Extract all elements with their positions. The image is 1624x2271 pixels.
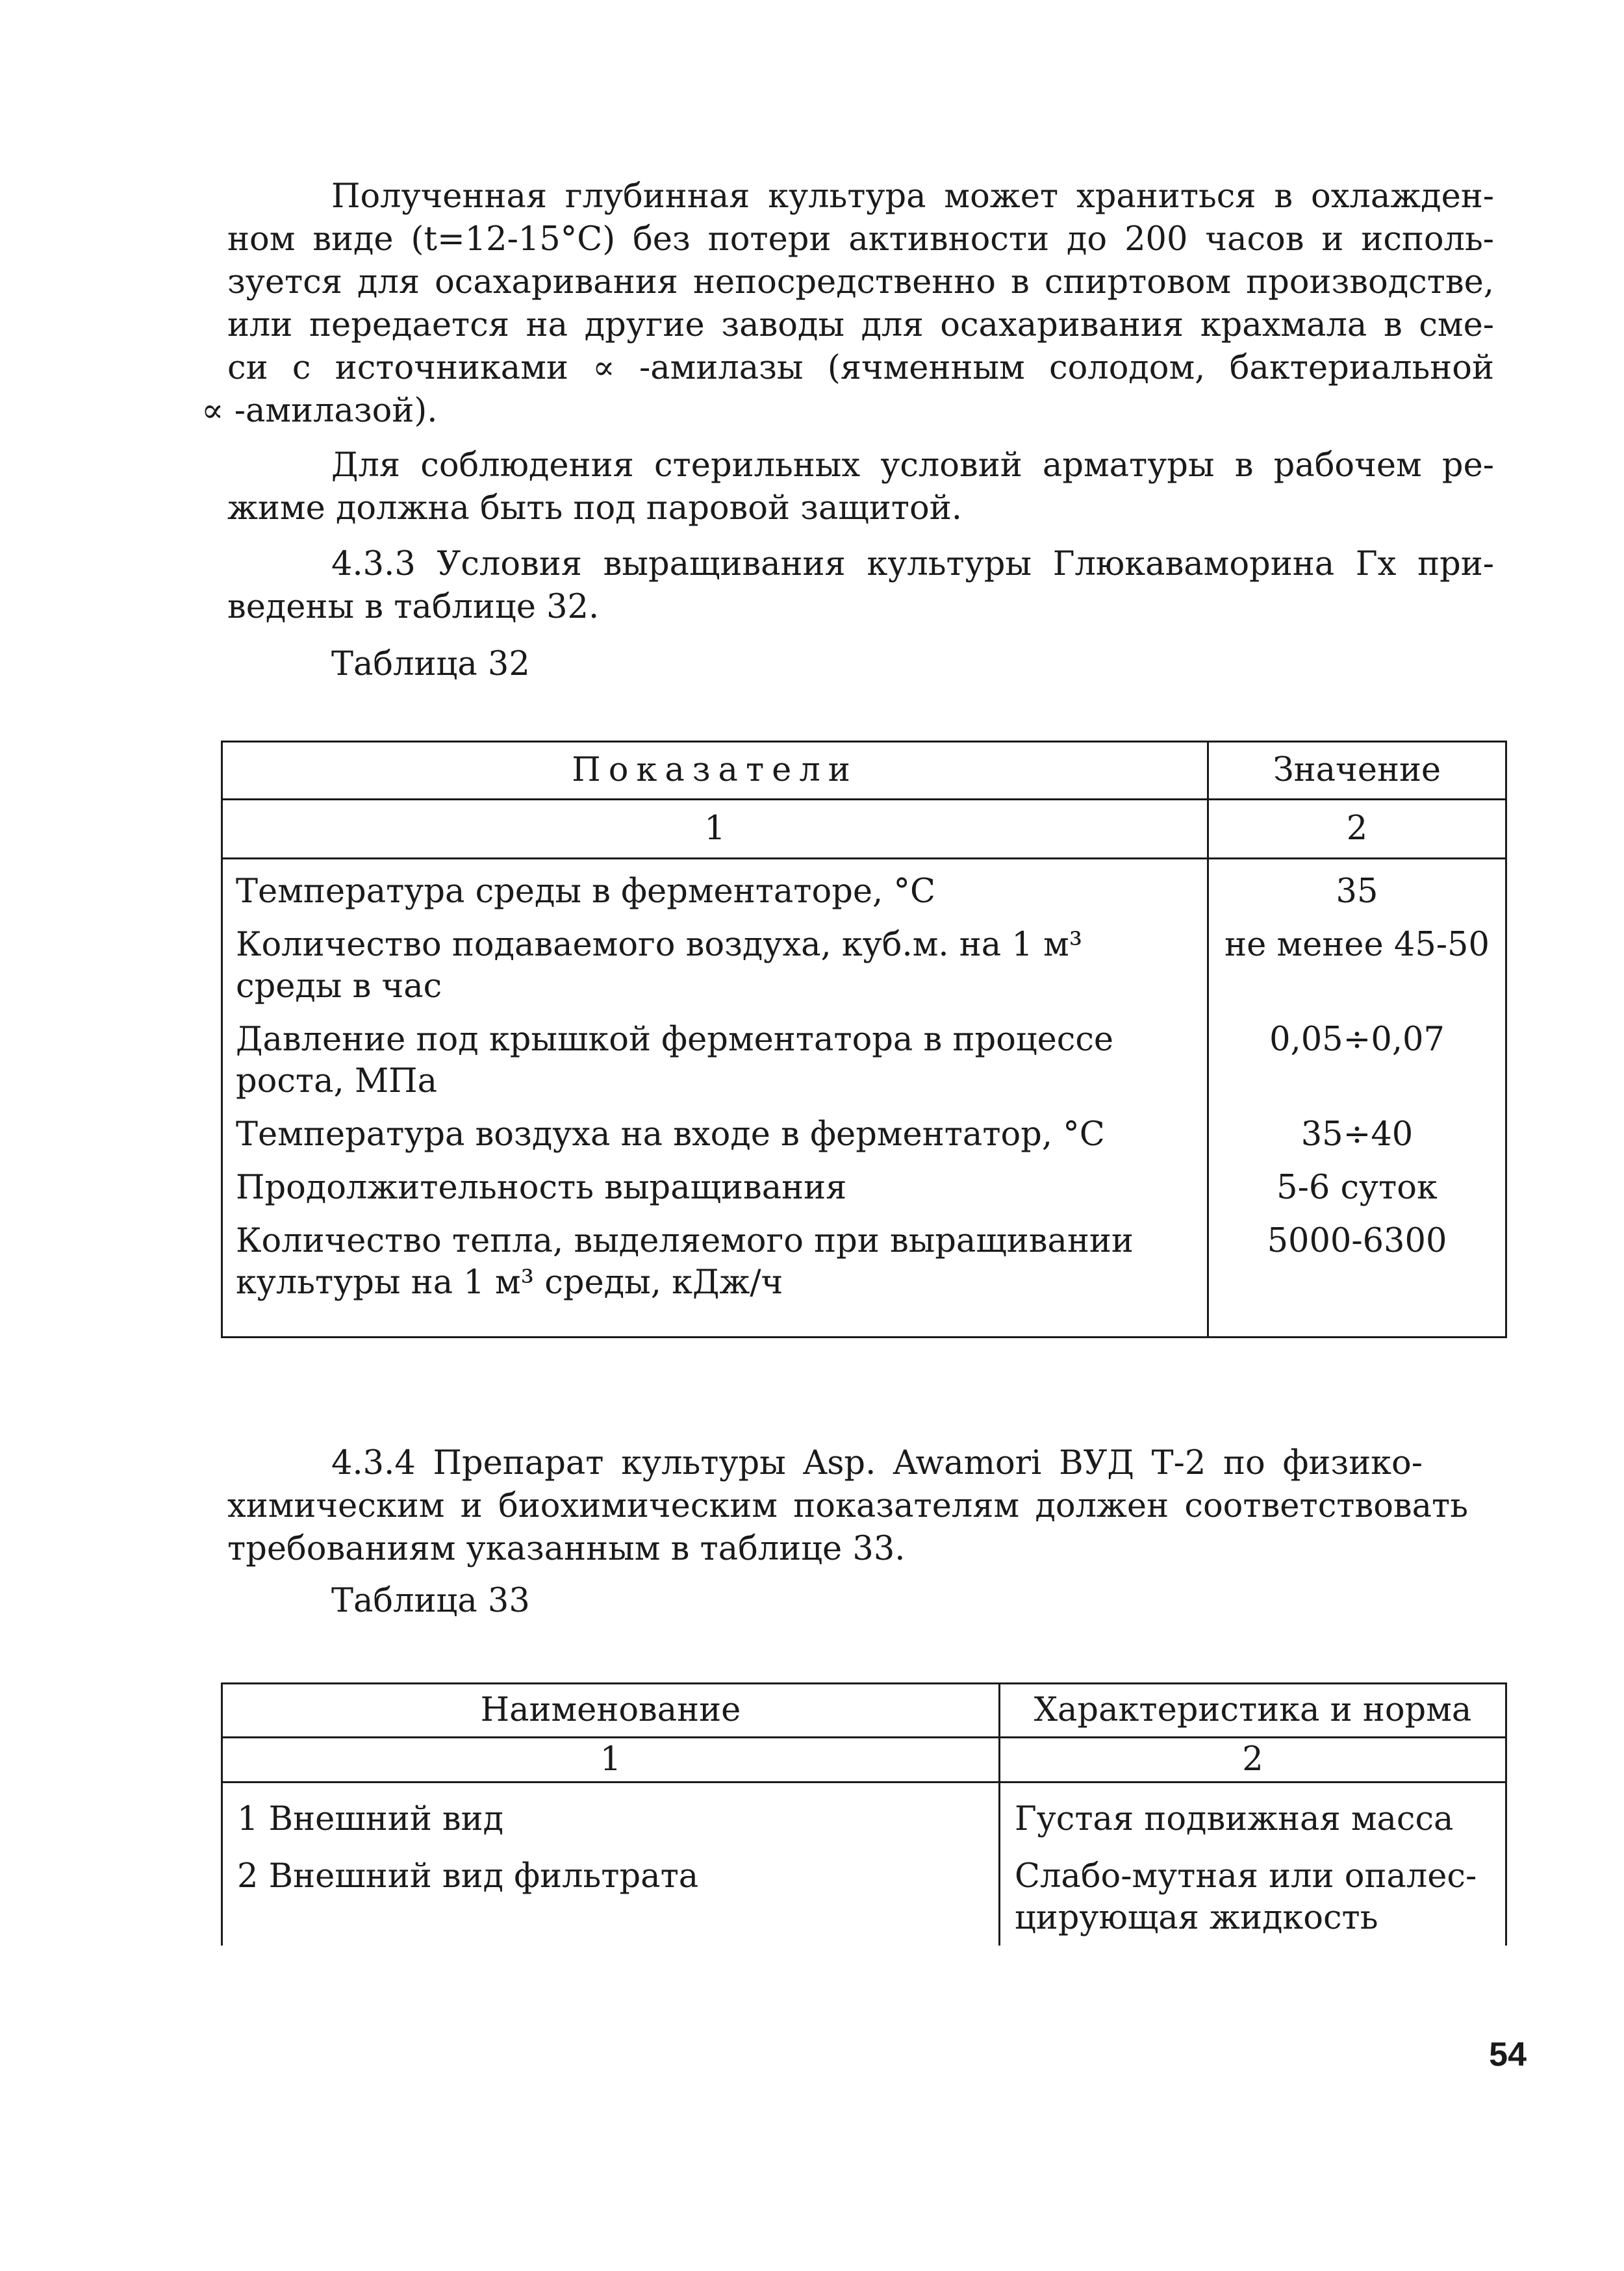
text-line: зуется для осахаривания непосредственно в спиртовом производстве, [227,263,1494,301]
table32-indicator: Продолжительность выращивания [222,1156,1208,1209]
table-row [222,1008,1506,1102]
table33-norm: Слабо-мутная или опалес-цирующая жидкость [1015,1857,1477,1937]
table32-colnum-2: 2 [1208,800,1506,859]
text-line: ∝ -амилазой). [201,392,438,430]
text-line: 4.3.4 Препарат культуры Asp. Awamori ВУД Т-2 по физико- [331,1444,1423,1482]
table-row [222,1783,1506,1841]
text-line: 4.3.3 Условия выращивания культуры Глюкаваморина Гх при- [331,545,1494,583]
page-number: 54 [1489,2036,1527,2074]
table-32 [221,741,1507,1338]
table-row [222,1209,1506,1338]
table32-value: не менее 45-50 [1224,926,1490,964]
table32-value: 35÷40 [1300,1115,1414,1154]
table32-indicator: Температура среды в ферментаторе, °С [222,859,1208,913]
text-line: требованиям указанным в таблице 33. [227,1530,906,1568]
table33-colnum-1: 1 [222,1738,1000,1783]
paragraph-sterile [227,444,1494,530]
paragraph-434 [227,1442,1494,1571]
text-line: ном виде (t=12-15°С) без потери активности до 200 часов и исполь- [227,220,1494,259]
paragraph-433 [227,543,1494,629]
table32-indicator: Температура воздуха на входе в ферментатор, °С [222,1102,1208,1156]
table33-norm: Густая подвижная масса [1015,1800,1454,1838]
table32-value: 5000-6300 [1267,1222,1447,1260]
table-row [222,1102,1506,1156]
table33-name: 2 Внешний вид фильтрата [222,1840,1000,1946]
table32-value: 35 [1336,872,1378,911]
table32-caption: Таблица 32 [331,645,530,683]
table-row [222,913,1506,1008]
text-line: химическим и биохимическим показателям должен соответствовать [227,1487,1468,1525]
table-row [222,1156,1506,1209]
text-line: Полученная глубинная культура может храниться в охлажден- [331,177,1494,216]
table32-indicator: Количество тепла, выделяемого при выращивании культуры на 1 м³ среды, кДж/ч [222,1209,1208,1338]
table33-header-norm: Характеристика и норма [1000,1684,1506,1738]
table32-value: 5-6 суток [1276,1169,1438,1207]
text-line: жиме должна быть под паровой защитой. [227,489,962,527]
text-line: си с источниками ∝ -амилазы (ячменным солодом, бактериальной [227,349,1494,387]
table32-header-value: Значение [1208,742,1506,800]
text-line: ведены в таблице 32. [227,588,600,626]
table32-indicator: Давление под крышкой ферментатора в процессе роста, МПа [222,1008,1208,1102]
table32-header-indicators: Показатели [222,742,1208,800]
table33-caption: Таблица 33 [331,1582,530,1620]
table33-header-name: Наименование [222,1684,1000,1738]
paragraph-storage [201,175,1494,433]
table32-colnum-1: 1 [222,800,1208,859]
table33-name: 1 Внешний вид [222,1783,1000,1841]
table-row [222,859,1506,913]
table-33 [221,1682,1507,1946]
table-row [222,1840,1506,1946]
text-line: Для соблюдения стерильных условий арматуры в рабочем ре- [331,446,1494,485]
table33-colnum-2: 2 [1000,1738,1506,1783]
table32-value: 0,05÷0,07 [1269,1021,1445,1059]
table32-indicator: Количество подаваемого воздуха, куб.м. на 1 м³ среды в час [222,913,1208,1008]
text-line: или передается на другие заводы для осахаривания крахмала в сме- [227,306,1494,344]
